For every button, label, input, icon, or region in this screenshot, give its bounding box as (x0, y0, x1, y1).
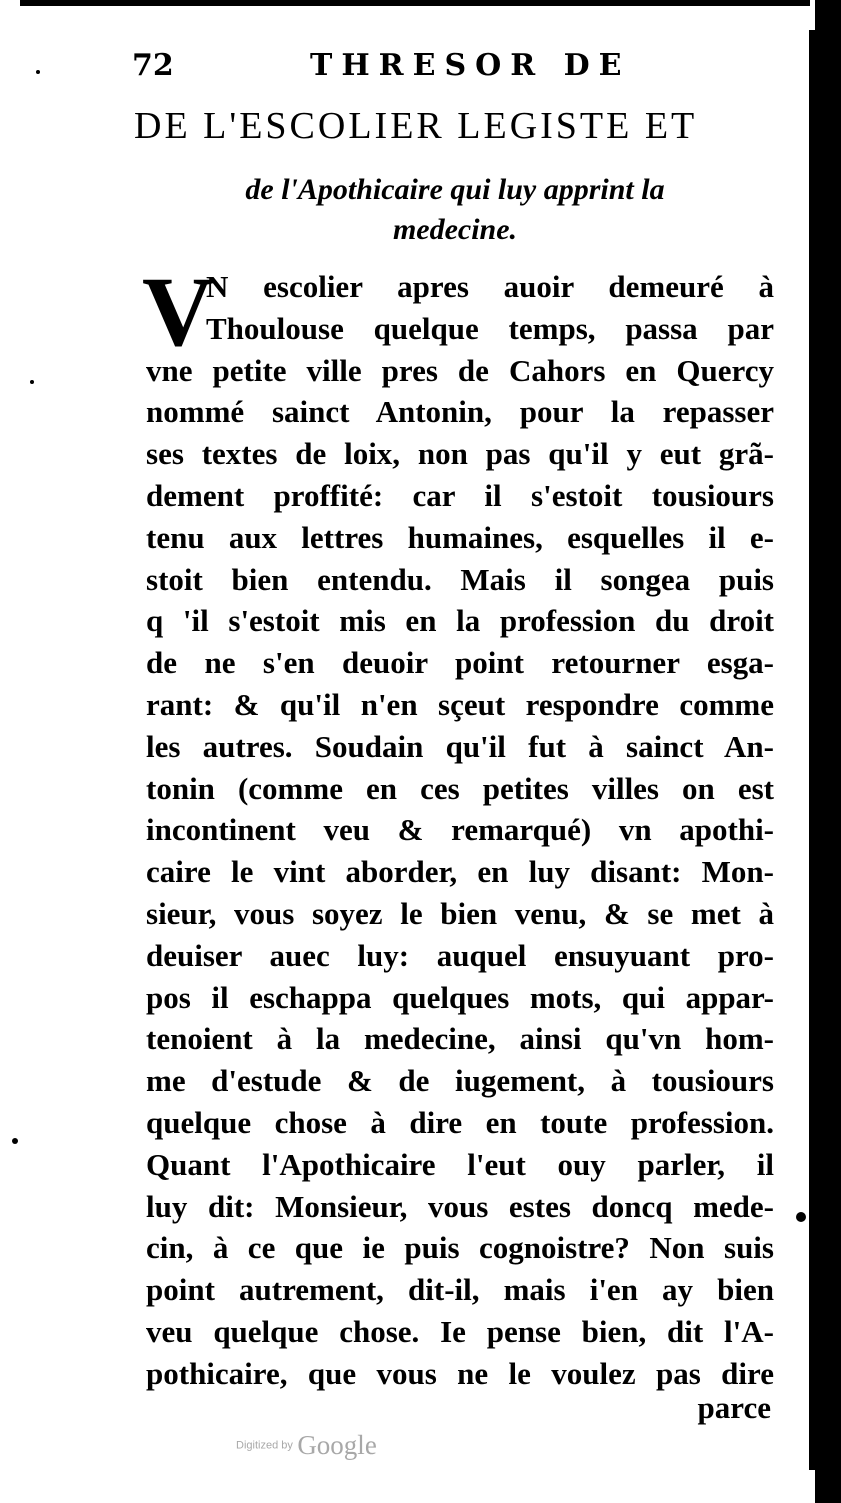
text-line: N escolier apres auoir demeuré à (206, 269, 774, 304)
text-line: pothicaire, que vous ne le voulez pas dire (146, 1355, 774, 1391)
chapter-title: DE L'ESCOLIER LEGISTE ET (134, 105, 698, 147)
text-line: nommé sainct Antonin, pour la repasser (146, 394, 774, 430)
running-title: THRESOR DE (310, 48, 631, 83)
text-line: Quant l'Apothicaire l'eut ouy parler, il (146, 1146, 774, 1182)
text-line: q 'il s'estoit mis en la profession du droit (146, 603, 774, 639)
text-line: incontinent veu & remarqué) vn apothi- (146, 812, 774, 848)
text-line: me d'estude & de iugement, à tousiours (146, 1063, 774, 1099)
text-line: caire le vint aborder, en luy disant: Mon- (146, 854, 774, 890)
text-line: stoit bien entendu. Mais il songea puis (146, 561, 774, 597)
text-line: les autres. Soudain qu'il fut à sainct An- (146, 728, 774, 764)
subtitle-line: de l'Apothicaire qui luy apprint la (245, 173, 665, 206)
text-line: tenu aux lettres humaines, esquelles il e- (146, 519, 774, 555)
scan-top-border (20, 0, 810, 6)
digitized-watermark (236, 1430, 377, 1461)
text-line: ses textes de loix, non pas qu'il y eut grã- (146, 436, 774, 472)
scan-right-border (815, 0, 841, 1503)
scan-speck (30, 380, 34, 384)
text-line: veu quelque chose. Ie pense bien, dit l'A- (146, 1313, 774, 1349)
text-line: tenoient à la medecine, ainsi qu'vn hom- (146, 1021, 774, 1057)
catchword: parce (697, 1390, 771, 1425)
text-line: Thoulouse quelque temps, passa par (206, 310, 774, 346)
scan-right-border-inner (809, 30, 815, 1470)
text-line: cin, à ce que ie puis cognoistre? Non suis (146, 1230, 774, 1266)
scan-speck (36, 70, 40, 74)
scan-speck (12, 1138, 18, 1144)
text-line: quelque chose à dire en toute profession. (146, 1104, 774, 1140)
text-line: dement proffité: car il s'estoit tousiours (146, 477, 774, 513)
text-line: luy dit: Monsieur, vous estes doncq mede- (146, 1188, 774, 1224)
text-line: tonin (comme en ces petites villes on est (146, 770, 774, 806)
subtitle-line: medecine. (392, 213, 518, 246)
text-line: point autrement, dit-il, mais i'en ay bien (146, 1272, 774, 1308)
body-text (146, 266, 774, 1395)
drop-cap: V (142, 256, 215, 367)
text-line: de ne s'en deuoir point retourner esga- (146, 645, 774, 681)
scan-speck (796, 1212, 806, 1222)
running-head (132, 48, 772, 92)
google-logo: Google (297, 1430, 377, 1460)
text-line: deuiser auec luy: auquel ensuyuant pro- (146, 937, 774, 973)
text-line: vne petite ville pres de Cahors en Quercy (146, 352, 774, 388)
chapter-subtitle (140, 170, 770, 250)
text-line: sieur, vous soyez le bien venu, & se met à (146, 895, 774, 931)
text-line: pos il eschappa quelques mots, qui appar- (146, 979, 774, 1015)
page-number: 72 (132, 48, 174, 83)
watermark-prefix: Digitized by (236, 1439, 293, 1452)
text-line: rant: & qu'il n'en sçeut respondre comme (146, 686, 774, 722)
